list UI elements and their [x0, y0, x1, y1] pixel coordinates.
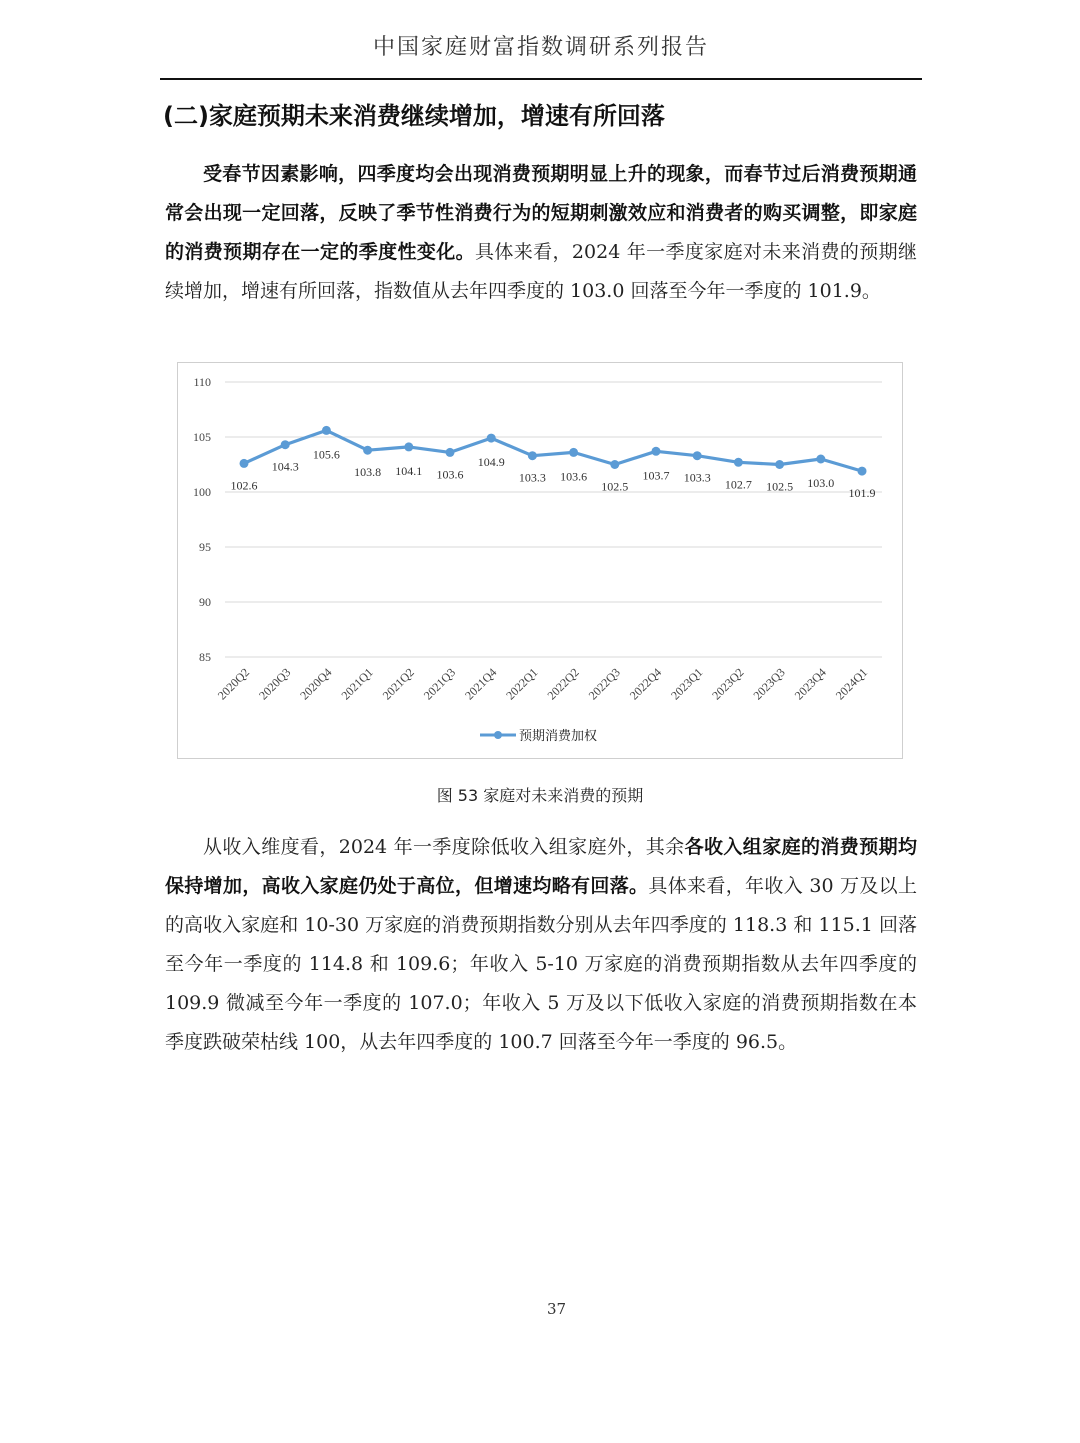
y-tick-label-1: 90	[199, 595, 211, 609]
x-tick-label-0: 2020Q2	[214, 665, 253, 703]
data-label-6: 104.9	[477, 455, 505, 470]
x-tick-label-5: 2021Q3	[420, 665, 459, 703]
data-point-3	[363, 446, 372, 455]
data-label-1: 104.3	[271, 459, 299, 474]
data-label-13: 102.5	[766, 479, 794, 494]
x-tick-label-14: 2023Q4	[791, 665, 829, 703]
y-tick-label-0: 85	[199, 650, 211, 664]
data-point-14	[816, 455, 825, 464]
y-tick-label-3: 100	[193, 485, 211, 499]
data-point-7	[528, 451, 537, 460]
y-tick-label-2: 95	[199, 540, 211, 554]
data-point-9	[610, 460, 619, 469]
data-label-15: 101.9	[848, 486, 876, 501]
data-point-13	[775, 460, 784, 469]
chart-svg	[178, 363, 902, 758]
x-tick-label-3: 2021Q1	[338, 665, 376, 703]
data-point-5	[446, 448, 455, 457]
consumption-expectation-chart	[177, 362, 903, 759]
x-tick-label-10: 2022Q4	[626, 665, 665, 703]
paragraph-1-bold: 受春节因素影响，四季度均会出现消费预期明显上升的现象，而春节过后消费预期通常会出现一定回落，反映了季节性消费行为的短期刺激效应和消费者的购买调整，即家庭的消费预期存在一定的季度性变化。	[165, 163, 917, 263]
x-tick-label-15: 2024Q1	[832, 665, 871, 703]
paragraph-2-normal-2: 具体来看，年收入 30 万及以上的高收入家庭和 10-30 万家庭的消费预期指数分别从去年四季度的 118.3 和 115.1 回落至今年一季度的 114.8 和 109.6；年收入 5-10 万家庭的消费预期指数从去年四季度的 109.9 微减至今年一季度的 107.0；年收入 5 万及以下低收入家庭的消费预期指数在本季度跌破荣枯线 100，从去年四季度的 100.7 回落至今年一季度的 96.5。	[165, 875, 917, 1053]
data-label-3: 103.8	[354, 465, 382, 480]
x-tick-label-6: 2021Q4	[462, 665, 500, 703]
data-point-15	[858, 467, 867, 476]
figure-caption: 图 53 家庭对未来消费的预期	[436, 786, 644, 805]
data-label-9: 102.5	[601, 479, 629, 494]
data-point-10	[652, 447, 661, 456]
legend-label: 预期消费加权	[519, 729, 598, 744]
data-point-2	[322, 426, 331, 435]
data-point-8	[569, 448, 578, 457]
paragraph-2-bold: 各收入组家庭的消费预期均保持增加，高收入家庭仍处于高位，但增速均略有回落。	[165, 836, 917, 897]
x-tick-label-2: 2020Q4	[297, 665, 335, 703]
data-point-11	[693, 451, 702, 460]
x-tick-label-7: 2022Q1	[503, 665, 541, 703]
data-point-12	[734, 458, 743, 467]
data-label-10: 103.7	[642, 468, 670, 483]
data-label-0: 102.6	[230, 478, 258, 493]
paragraph-1-normal: 具体来看，2024 年一季度家庭对未来消费的预期继续增加，增速有所回落，指数值从去年四季度的 103.0 回落至今年一季度的 101.9。	[165, 241, 917, 302]
legend-marker	[494, 731, 502, 739]
paragraph-1	[165, 155, 917, 311]
data-label-11: 103.3	[683, 470, 711, 485]
data-point-4	[404, 442, 413, 451]
paragraph-2-normal-1: 从收入维度看，2024 年一季度除低收入组家庭外，其余	[203, 836, 685, 858]
data-label-5: 103.6	[436, 467, 464, 482]
data-label-2: 105.6	[312, 447, 340, 462]
x-tick-label-12: 2023Q2	[709, 665, 747, 703]
running-head: 中国家庭财富指数调研系列报告	[372, 35, 709, 60]
page-number: 37	[546, 1300, 567, 1318]
x-tick-label-4: 2021Q2	[379, 665, 417, 703]
paragraph-2	[165, 828, 917, 1062]
y-tick-label-4: 105	[193, 430, 211, 444]
x-tick-label-8: 2022Q2	[544, 665, 582, 703]
section-title: (二)家庭预期未来消费继续增加，增速有所回落	[163, 102, 665, 130]
data-point-1	[281, 440, 290, 449]
data-label-14: 103.0	[807, 476, 835, 490]
x-tick-label-13: 2023Q3	[750, 665, 788, 703]
data-label-7: 103.3	[518, 470, 546, 485]
data-label-12: 102.7	[724, 477, 752, 492]
data-point-6	[487, 434, 496, 443]
x-tick-label-9: 2022Q3	[585, 665, 623, 703]
data-label-8: 103.6	[560, 469, 588, 484]
x-tick-label-1: 2020Q3	[256, 665, 294, 703]
x-tick-label-11: 2023Q1	[668, 665, 706, 703]
data-point-0	[240, 459, 249, 468]
data-label-4: 104.1	[395, 463, 423, 478]
header-rule	[160, 78, 922, 80]
y-tick-label-5: 110	[193, 375, 211, 389]
